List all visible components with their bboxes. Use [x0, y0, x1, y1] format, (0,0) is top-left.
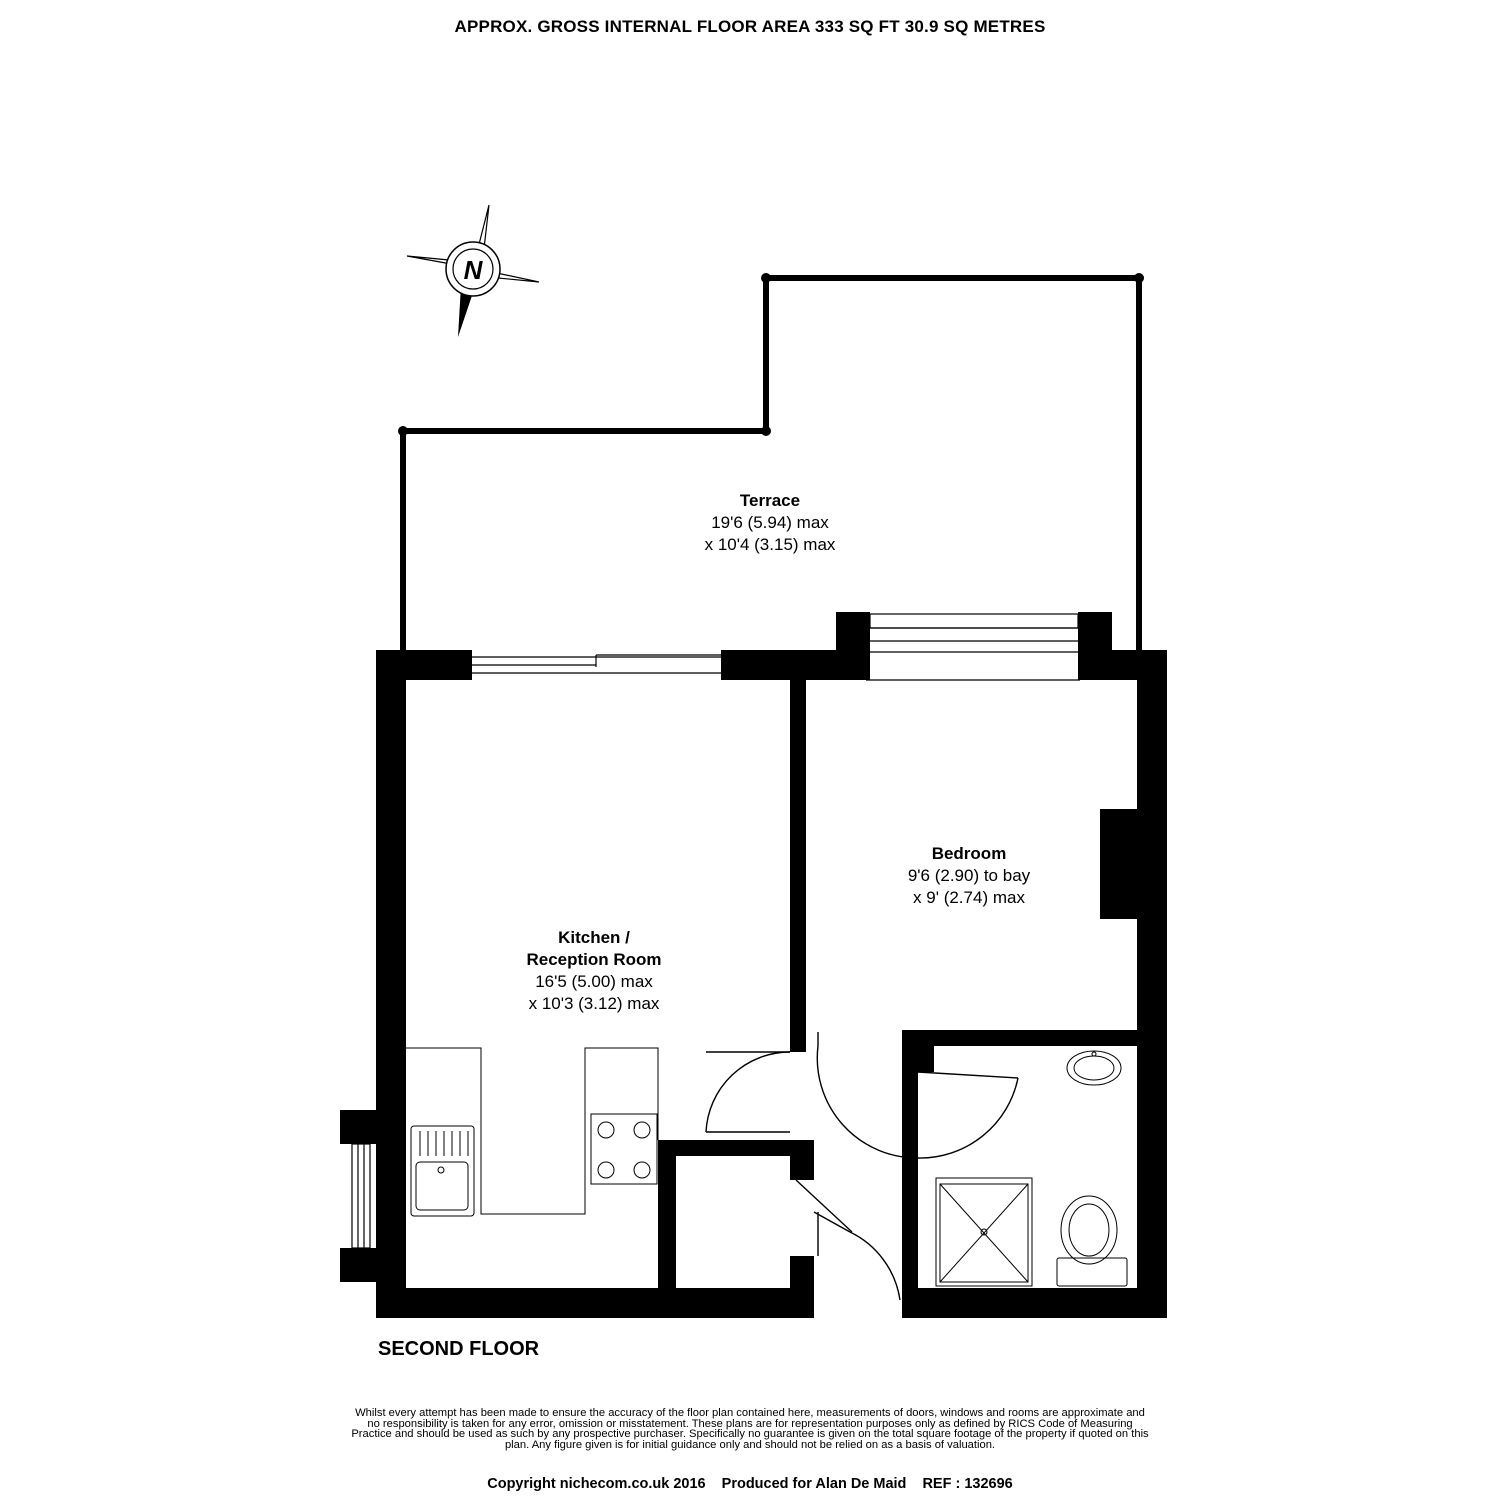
- room-dimension: x 9' (2.74) max: [913, 888, 1025, 907]
- kitchen-units: [406, 1048, 658, 1216]
- room-dimension: 19'6 (5.94) max: [711, 513, 829, 532]
- doors: [706, 1032, 1018, 1300]
- room-name: Bedroom: [931, 844, 1007, 863]
- produced-for-text: Produced for Alan De Maid: [721, 1476, 907, 1492]
- kitchen-reception-label: [444, 927, 744, 1015]
- room-name-line: Reception Room: [526, 950, 662, 969]
- room-dimension: 9'6 (2.90) to bay: [907, 866, 1031, 885]
- terrace-outline: [403, 278, 1139, 653]
- floor-area-header: APPROX. GROSS INTERNAL FLOOR AREA 333 SQ FT 30.9 SQ METRES: [454, 17, 1046, 36]
- terrace-corner-markers: [398, 273, 1144, 436]
- reference-text: REF : 132696: [922, 1476, 1013, 1492]
- bathroom-fittings: [936, 1051, 1127, 1286]
- floor-label: SECOND FLOOR: [378, 1338, 540, 1360]
- room-name-line: Kitchen /: [558, 928, 630, 947]
- compass-icon: [407, 205, 539, 337]
- room-dimension: x 10'4 (3.15) max: [704, 535, 836, 554]
- room-dimension: x 10'3 (3.12) max: [528, 994, 660, 1013]
- room-name: Terrace: [739, 491, 801, 510]
- compass-letter: N: [463, 255, 483, 285]
- copyright-text: Copyright nichecom.co.uk 2016: [487, 1476, 706, 1492]
- bedroom-label: [819, 843, 1119, 909]
- room-dimension: 16'5 (5.00) max: [535, 972, 653, 991]
- terrace-label: [620, 490, 920, 556]
- footer: [0, 1476, 1500, 1492]
- disclaimer-text: Whilst every attempt has been made to ensure the accuracy of the floor plan contained here, measurements of doors, windows and rooms are approximate and no responsibility is taken for any error, omission or misstatement. These plans are for representation purposes only as defined by RICS Code of Measuring Practice and should be used as such by any prospective purchaser. Specifically no guarantee is given on the total square footage of the property if quoted on this plan. Any figure given is for initial guidance only and should not be relied on as a basis of valuation.: [351, 1407, 1149, 1451]
